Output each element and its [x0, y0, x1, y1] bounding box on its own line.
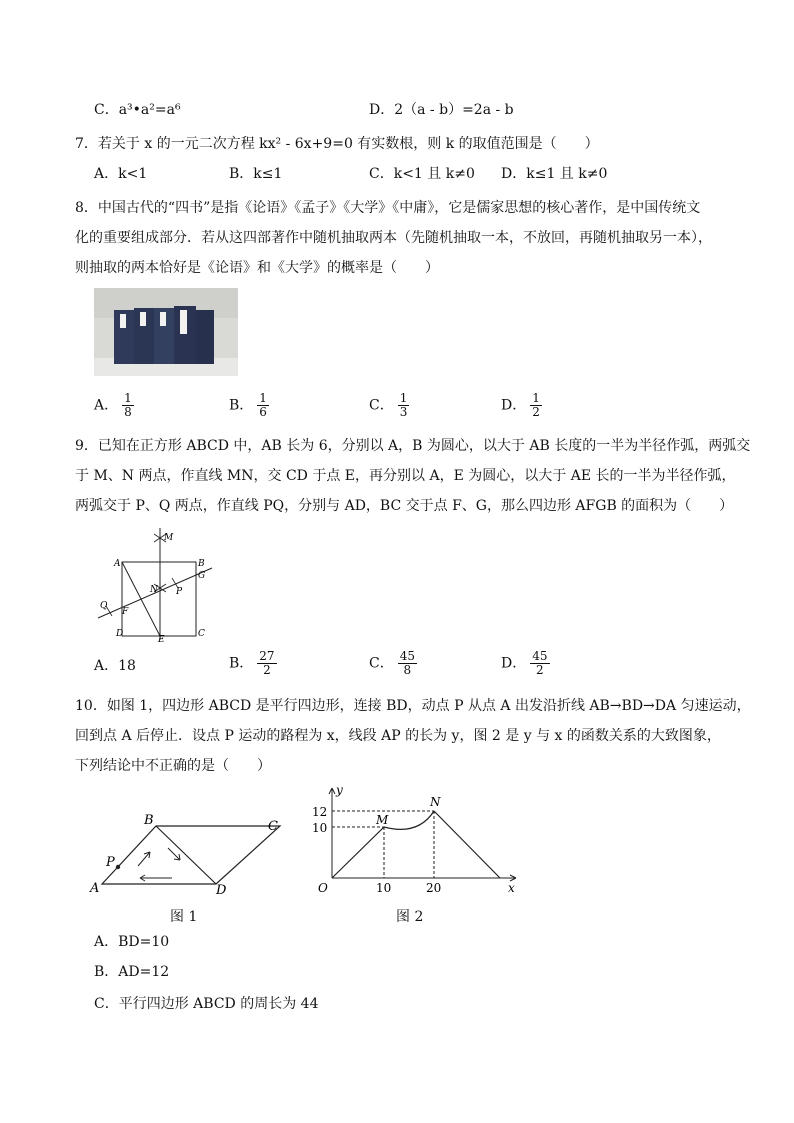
q10-graph-point-M: M [376, 813, 389, 827]
q8-stem-line-3: 则抽取的两本恰好是《论语》和《大学》的概率是（ ） [75, 260, 439, 276]
q9-option-d: D． $\frac{45}{2}$ [501, 649, 548, 677]
q10-option-a: A．BD=10 [94, 934, 170, 950]
q9-label-G: G [198, 571, 206, 581]
q10-fig1-label-C: C [268, 819, 278, 834]
q10-graph-ytick-10: 10 [312, 821, 328, 835]
q9-option-c: C． $\frac{45}{8}$ [369, 649, 415, 677]
q9-label-P: P [176, 587, 183, 597]
q10-graph-axis-y: y [336, 784, 343, 797]
q9-label-M: M [164, 533, 174, 543]
q10-fig1-label-A: A [90, 881, 100, 896]
q10-graph-figure [310, 784, 522, 896]
q9-option-b: B． $\frac{27}{2}$ [229, 649, 275, 677]
q9-label-D: D [116, 629, 124, 639]
four-books-photo [94, 288, 238, 376]
q10-option-c: C．平行四边形 ABCD 的周长为 44 [94, 996, 319, 1012]
q10-parallelogram-figure [88, 812, 294, 896]
q10-fig1-label-B: B [144, 813, 154, 828]
q9-label-E: E [158, 635, 165, 644]
q7-option-b: B．k≤1 [229, 166, 283, 182]
q9-label-Q: Q [100, 601, 108, 611]
q6-option-c: C．a³•a²=a⁶ [94, 102, 181, 118]
q7-option-d: D．k≤1 且 k≠0 [501, 166, 608, 182]
q9-label-N: N [150, 585, 158, 595]
q8-stem-line-2: 化的重要组成部分．若从这四部著作中随机抽取两本（先随机抽取一本，不放回，再随机抽取另一本）， [75, 230, 712, 246]
q9-label-F: F [122, 607, 129, 617]
q10-graph-point-N: N [430, 795, 441, 809]
q7-option-a: A．k<1 [94, 166, 148, 182]
q9-label-A: A [114, 559, 121, 569]
q10-fig2-caption: 图 2 [396, 909, 424, 925]
q10-graph-ytick-12: 12 [312, 805, 328, 819]
q8-option-a: A． $\frac{1}{8}$ [94, 391, 132, 419]
q10-stem-line-2: 回到点 A 后停止．设点 P 运动的路程为 x，线段 AP 的长为 y，图 2 是 y 与 x 的函数关系的大致图象， [75, 728, 721, 744]
q8-option-b: B． $\frac{1}{6}$ [229, 391, 267, 419]
q9-square-figure [92, 522, 218, 644]
q8-option-d: D． $\frac{1}{2}$ [501, 391, 540, 419]
q7-stem: 7．若关于 x 的一元二次方程 kx² - 6x+9=0 有实数根，则 k 的取值范围是（ ） [75, 136, 599, 152]
q10-graph-axis-x: x [508, 881, 515, 895]
q7-option-c: C．k<1 且 k≠0 [369, 166, 475, 182]
q10-graph-xtick-10: 10 [376, 881, 392, 895]
q8-stem-line-1: 8．中国古代的“四书”是指《论语》《孟子》《大学》《中庸》，它是儒家思想的核心著作，是中国传统文 [75, 200, 701, 216]
q10-stem-line-1: 10．如图 1，四边形 ABCD 是平行四边形，连接 BD，动点 P 从点 A 出发沿折线 AB→BD→DA 匀速运动， [75, 698, 751, 714]
q10-graph-origin: O [318, 881, 328, 895]
q9-stem-line-2: 于 M、N 两点，作直线 MN，交 CD 于点 E，再分别以 A，E 为圆心，以大于 AE 长的一半为半径作弧， [75, 468, 736, 484]
q10-fig1-label-P: P [106, 855, 115, 870]
q9-label-B: B [198, 559, 205, 569]
q9-stem-line-1: 9．已知在正方形 ABCD 中，AB 长为 6，分别以 A，B 为圆心，以大于 AB 长度的一半为半径作弧，两弧交 [75, 438, 751, 454]
q9-label-C: C [198, 629, 205, 639]
q10-stem-line-3: 下列结论中不正确的是（ ） [75, 758, 271, 774]
q10-graph-xtick-20: 20 [426, 881, 442, 895]
q9-option-a: A．18 [94, 658, 136, 674]
q9-stem-line-3: 两弧交于 P、Q 两点，作直线 PQ，分别与 AD，BC 交于点 F、G，那么四边形 AFGB 的面积为（ ） [75, 498, 734, 514]
q10-fig1-label-D: D [216, 883, 227, 896]
q6-option-d: D．2（a - b）=2a - b [369, 102, 514, 118]
q8-option-c: C． $\frac{1}{3}$ [369, 391, 408, 419]
q10-option-b: B．AD=12 [94, 964, 170, 980]
q10-fig1-caption: 图 1 [170, 909, 198, 925]
